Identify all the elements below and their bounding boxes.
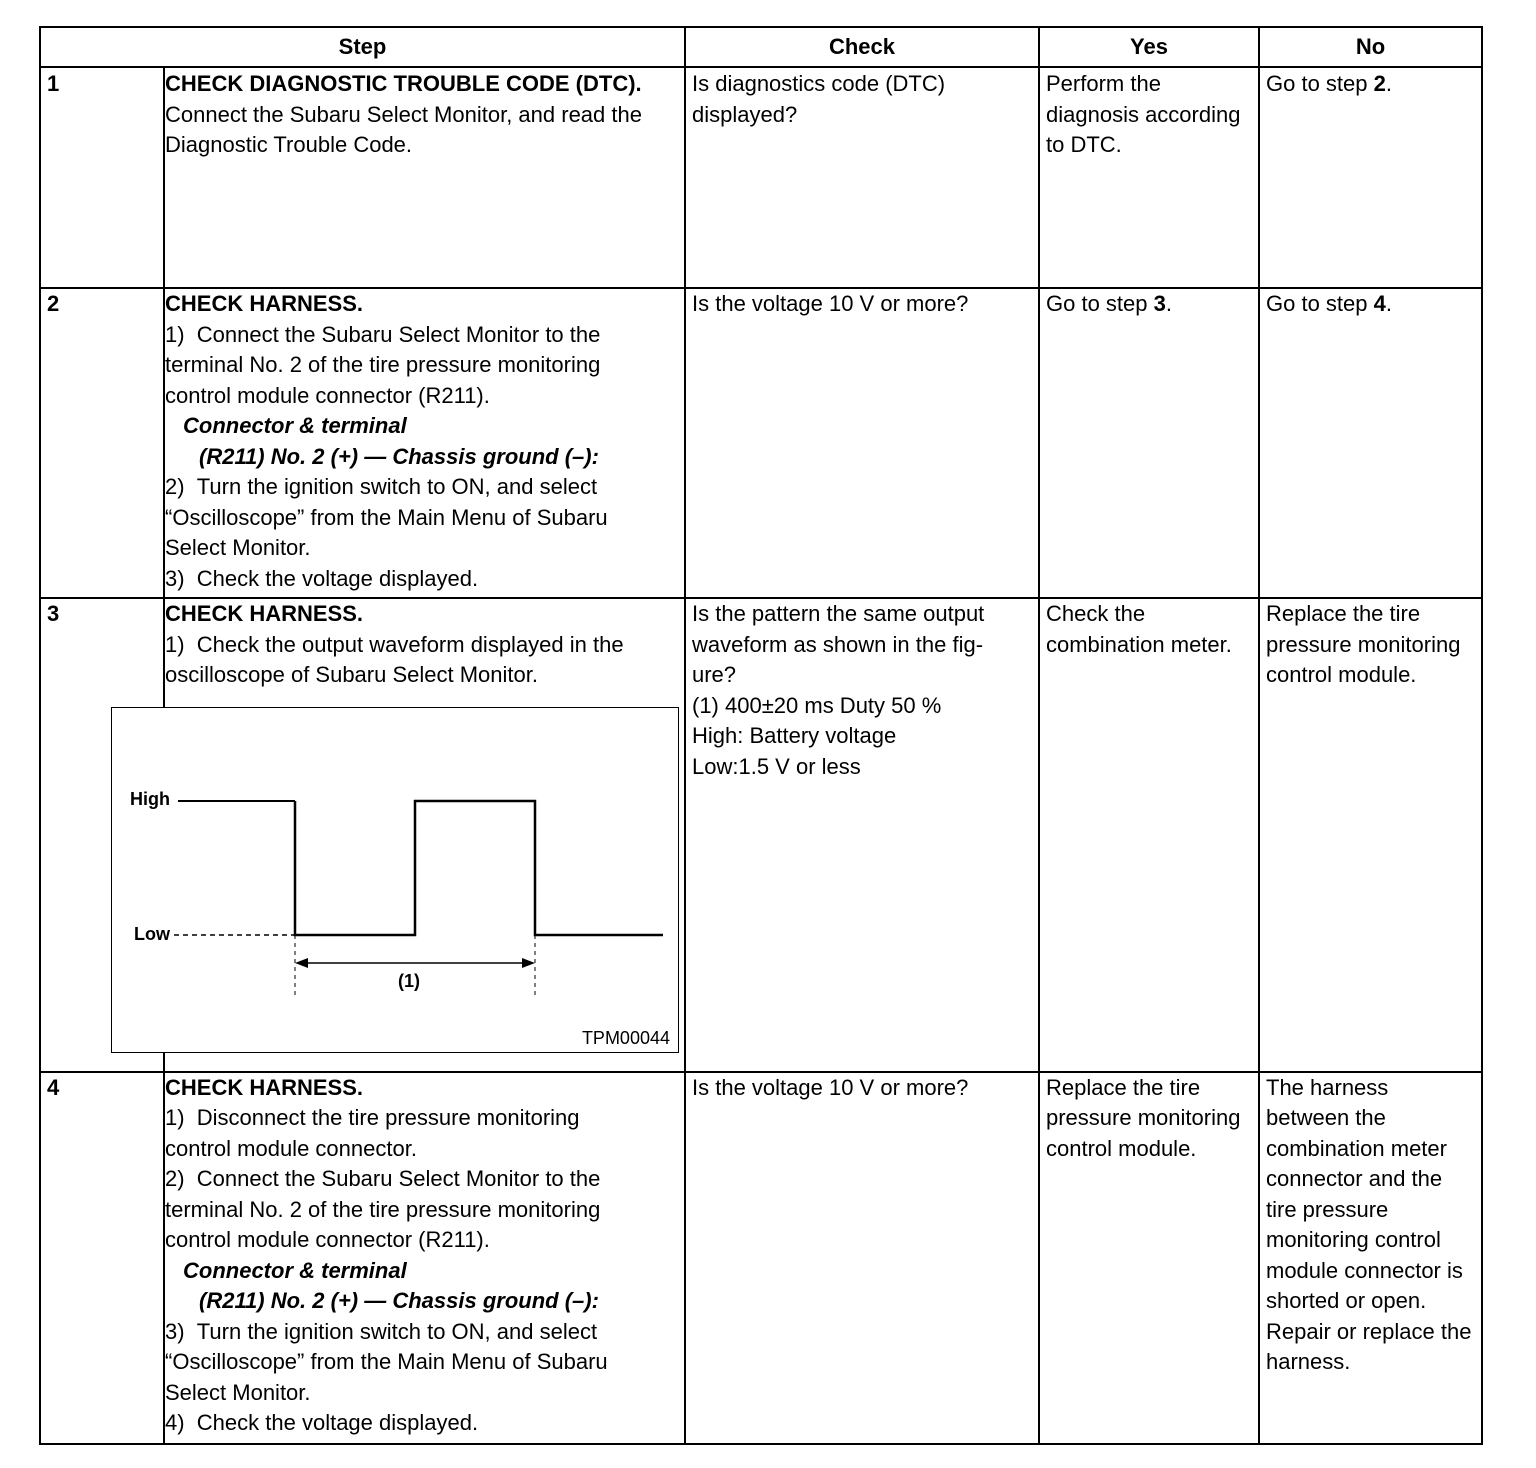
period-label: (1): [398, 970, 420, 991]
step-line: Select Monitor.: [165, 1379, 311, 1405]
step-number: 1: [40, 67, 164, 288]
yes-cell: Perform the diagnosis according to DTC.: [1039, 67, 1259, 288]
table-row: [40, 598, 1482, 1072]
step-text: Connect the Subaru Select Monitor, and read the Diagnostic Trouble Code.: [165, 101, 642, 157]
step-line: terminal No. 2 of the tire pressure monitoring: [165, 1196, 601, 1222]
step-line: 3) Turn the ignition switch to ON, and select: [165, 1318, 598, 1344]
step-content: [164, 1072, 685, 1444]
step-line: 2) Connect the Subaru Select Monitor to the: [165, 1166, 601, 1191]
no-step-ref: 2: [1373, 71, 1386, 96]
arrowhead-right-icon: [522, 958, 535, 968]
step-line: oscilloscope of Subaru Select Monitor.: [165, 662, 538, 687]
step-content: [130, 598, 685, 1072]
no-step-ref: 4: [1373, 291, 1386, 316]
step-line: control module connector (R211).: [165, 382, 490, 408]
check-line: (1) 400±20 ms Duty 50 %: [692, 692, 942, 718]
arrowhead-left-icon: [295, 958, 308, 968]
yes-cell: Replace the tire pressure monitoring control module.: [1039, 1072, 1259, 1444]
step-title: CHECK DIAGNOSTIC TROUBLE CODE (DTC).: [165, 71, 642, 96]
step-number: 3: [40, 598, 164, 1072]
check-line: Low:1.5 V or less: [692, 753, 861, 779]
header-check: Check: [685, 27, 1039, 67]
figure-code: TPM00044: [581, 1027, 670, 1048]
yes-prefix: Go to step: [1046, 291, 1154, 316]
no-cell: Replace the tire pressure monitoring control module.: [1259, 598, 1482, 1072]
step-number: 2: [40, 288, 164, 598]
step-line: 4) Check the voltage displayed.: [165, 1410, 479, 1435]
connector-terminal-label: Connector & terminal: [183, 413, 407, 438]
step-line: terminal No. 2 of the tire pressure monitoring: [165, 352, 601, 377]
check-line: High: Battery voltage: [692, 723, 897, 748]
step-title: CHECK HARNESS.: [165, 601, 364, 626]
no-suffix: .: [1385, 71, 1392, 96]
diagnostic-table: [39, 26, 1483, 1445]
table-row: [40, 67, 1482, 288]
waveform-diagram: [112, 708, 678, 1052]
low-label: Low: [134, 923, 170, 944]
step-content: [164, 288, 685, 598]
table-row: [40, 1072, 1482, 1444]
step-line: “Oscilloscope” from the Main Menu of Subaru: [165, 1349, 608, 1374]
header-no: No: [1259, 27, 1482, 67]
header-step: Step: [40, 27, 685, 67]
step-line: 1) Connect the Subaru Select Monitor to the: [165, 321, 601, 347]
check-line: ure?: [692, 662, 737, 687]
yes-cell: [1039, 288, 1259, 598]
connector-terminal-label: Connector & terminal: [183, 1257, 407, 1283]
check-cell: Is the voltage 10 V or more?: [685, 1072, 1039, 1444]
step-content: [164, 67, 685, 288]
check-cell: [685, 598, 1039, 1072]
no-cell: The harness between the combination meter connector and the tire pressure monitoring control module connector is shorted or open. Repair or replace the harness.: [1259, 1072, 1482, 1444]
connector-terminal-value: (R211) No. 2 (+) — Chassis ground (–):: [199, 443, 599, 469]
no-cell: [1259, 67, 1482, 288]
no-prefix: Go to step: [1266, 291, 1374, 316]
step-line: 3) Check the voltage displayed.: [165, 565, 479, 591]
waveform-line: [295, 801, 663, 935]
yes-step-ref: 3: [1153, 291, 1166, 316]
waveform-figure-container: [130, 691, 678, 1071]
step-number: 4: [40, 1072, 164, 1444]
step-line: control module connector.: [165, 1135, 417, 1161]
waveform-figure: [111, 707, 679, 1053]
check-line: waveform as shown in the fig-: [692, 631, 984, 657]
yes-cell: Check the combination meter.: [1039, 598, 1259, 1072]
high-label: High: [130, 788, 170, 809]
no-suffix: .: [1385, 291, 1392, 316]
step-title: CHECK HARNESS.: [165, 291, 364, 316]
no-cell: [1259, 288, 1482, 598]
step-line: 1) Check the output waveform displayed in the: [165, 631, 624, 657]
step-line: 1) Disconnect the tire pressure monitoring: [165, 1105, 580, 1130]
check-cell: Is diagnostics code (DTC) displayed?: [685, 67, 1039, 288]
step-title: CHECK HARNESS.: [165, 1074, 364, 1100]
check-line: Is the pattern the same output: [692, 601, 985, 626]
step-line: 2) Turn the ignition switch to ON, and select: [165, 474, 598, 499]
check-cell: Is the voltage 10 V or more?: [685, 288, 1039, 598]
header-row: [40, 27, 1482, 67]
no-prefix: Go to step: [1266, 71, 1374, 96]
step-line: “Oscilloscope” from the Main Menu of Subaru: [165, 504, 608, 530]
step-line: Select Monitor.: [165, 535, 311, 560]
step-line: control module connector (R211).: [165, 1227, 490, 1252]
header-yes: Yes: [1039, 27, 1259, 67]
yes-suffix: .: [1165, 291, 1172, 316]
connector-terminal-value: (R211) No. 2 (+) — Chassis ground (–):: [199, 1288, 599, 1313]
table-row: [40, 288, 1482, 598]
